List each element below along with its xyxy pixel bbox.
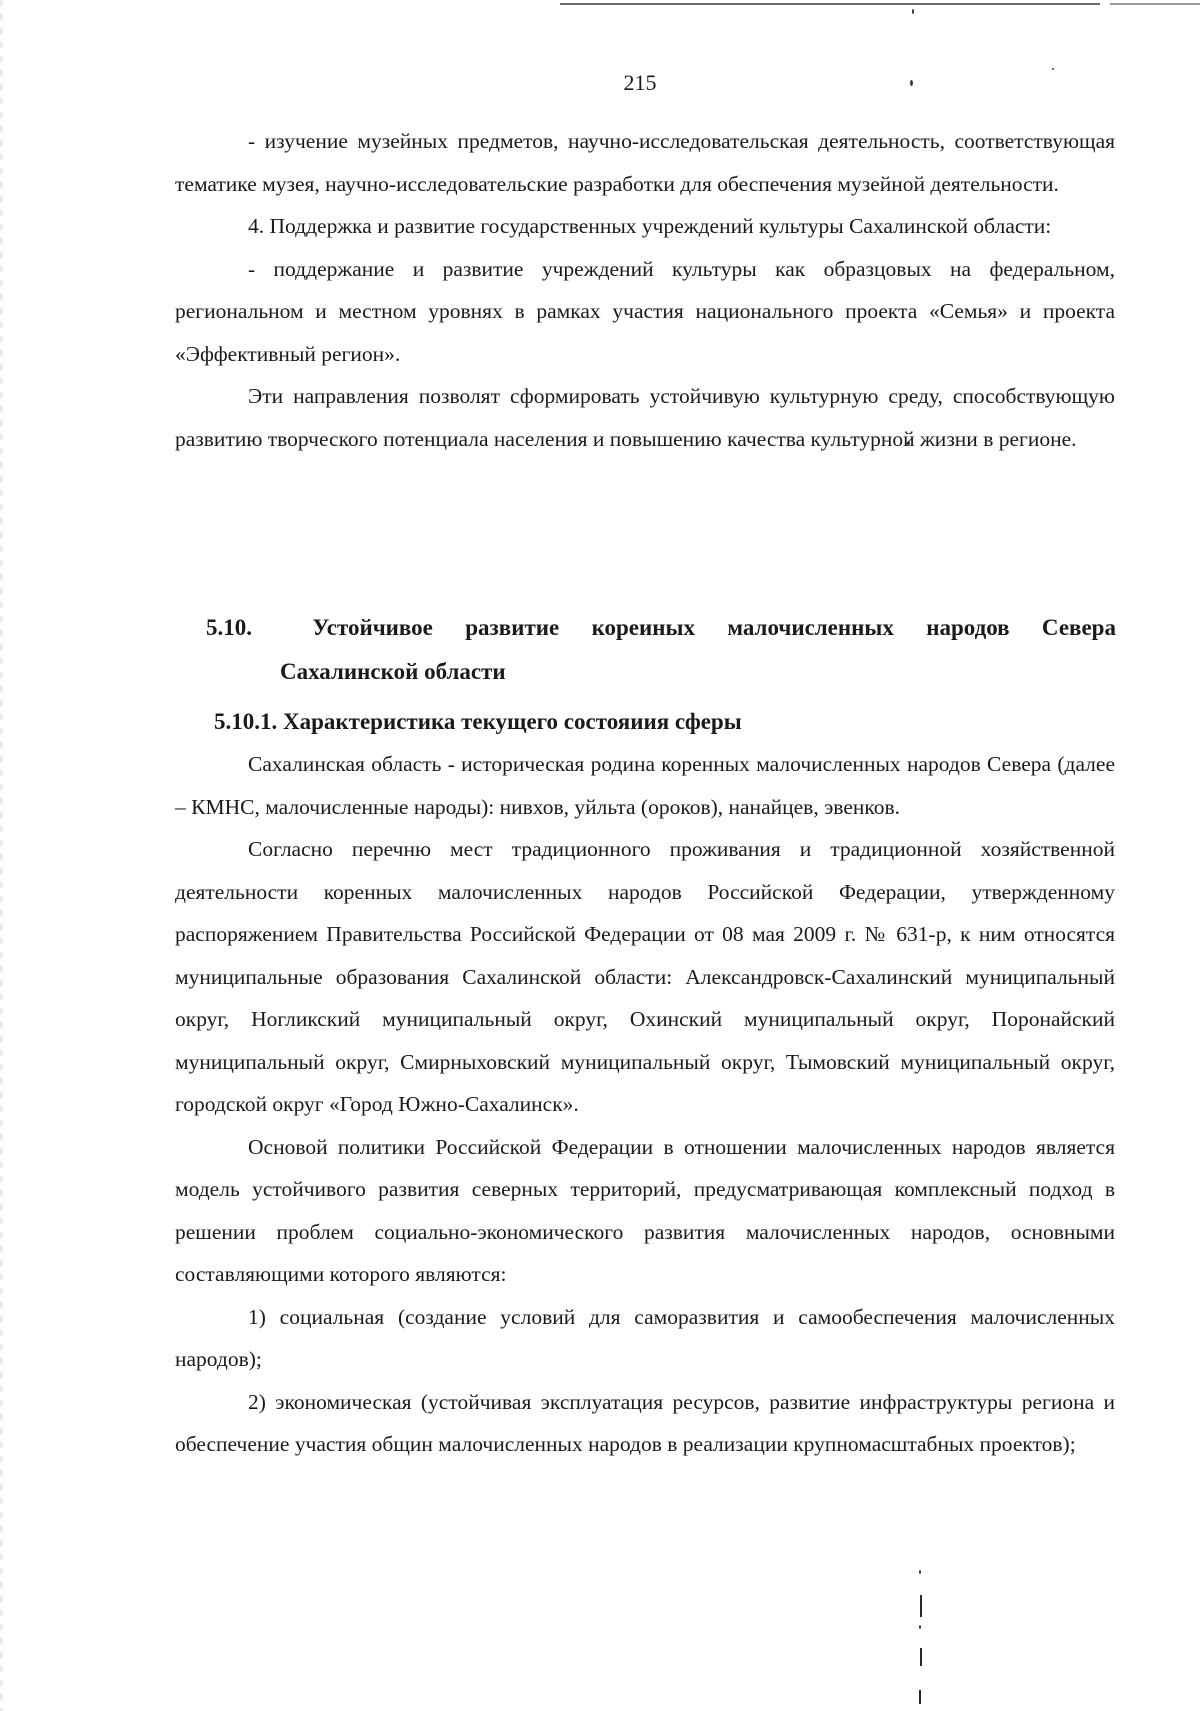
scan-speck bbox=[919, 1625, 921, 1629]
paragraph-historical-homeland: Сахалинская область - историческая родина коренных малочисленных народов Севера (далее – КМНС, малочисленные народы): нивхов, уйльта (ороков), нанайцев, эвенков. bbox=[175, 752, 1115, 819]
paragraph-support-institutions: - поддержание и развитие учреждений культуры как образцовых на федеральном, региональном и местном уровнях в рамках участия национального проекта «Семья» и проекта «Эффективный регион». bbox=[175, 256, 1115, 366]
scan-artifact-mark bbox=[919, 1690, 921, 1704]
section-heading-line2: Сахалинской области bbox=[280, 659, 506, 684]
scan-artifact-line bbox=[1110, 3, 1200, 5]
heading-word: кореиных bbox=[591, 615, 695, 640]
scan-speck bbox=[912, 9, 914, 14]
scan-artifact-mark bbox=[920, 1648, 922, 1666]
section-heading-line1 bbox=[206, 606, 1116, 650]
heading-word: Севера bbox=[1041, 615, 1116, 640]
paragraph-economic-component: 2) экономическая (устойчивая эксплуатация ресурсов, развитие инфраструктуры региона и обеспечение участия общин малочисленных народов в реализации крупномасштабных проектов); bbox=[175, 1389, 1115, 1456]
scan-artifact-line bbox=[560, 3, 1100, 5]
page-number: 215 bbox=[623, 70, 657, 95]
top-body-text bbox=[175, 120, 1115, 460]
scan-artifact-mark bbox=[920, 1595, 922, 1617]
heading-word: малочисленных bbox=[727, 615, 894, 640]
paragraph-municipal-list: Согласно перечню мест традиционного проживания и традиционной хозяйственной деятельности коренных малочисленных народов Российской Федерации, утвержденному распоряжением Правительства Российской Федерации от 08 мая 2009 г. № 631-р, к ним относятся муниципальные образования Сахалинской области: Александровск-Сахалинский муниципальный округ, Ногликский муниципальный округ, Охинский муниципальный округ, Поронайский муниципальный округ, Смирныховский муниципальный округ, Тымовский муниципальный округ, городской округ «Город Южно-Сахалинск». bbox=[175, 837, 1115, 1116]
section-number: 5.10. bbox=[206, 615, 252, 640]
paragraph-museum-research: - изучение музейных предметов, научно-исследовательская деятельность, соответствующая тематике музея, научно-исследовательские разработки для обеспечения музейной деятельности. bbox=[175, 129, 1115, 196]
paragraph-item-4: 4. Поддержка и развитие государственных учреждений культуры Сахалинской области: bbox=[248, 214, 1052, 238]
paragraph-cultural-environment: Эти направления позволят сформировать устойчивую культурную среду, способствующую развитию творческого потенциала населения и повышению качества культурной жизни в регионе. bbox=[175, 384, 1115, 451]
scan-speck bbox=[919, 1570, 921, 1574]
subsection-heading: 5.10.1. Характеристика текущего состояиия сферы bbox=[214, 709, 742, 734]
heading-word: Устойчивое bbox=[312, 615, 433, 640]
paragraph-social-component: 1) социальная (создание условий для саморазвития и самообеспечения малочисленных народов); bbox=[175, 1304, 1115, 1371]
scan-artifact-edge bbox=[0, 0, 3, 1711]
heading-word: народов bbox=[926, 615, 1010, 640]
section-heading bbox=[206, 606, 1116, 694]
heading-word: развитие bbox=[465, 615, 560, 640]
paragraph-policy-basis: Основой политики Российской Федерации в отношении малочисленных народов является модель устойчивого развития северных территорий, предусматривающая комплексный подход в решении проблем социально-экономического развития малочисленных народов, основными составляющими которого являются: bbox=[175, 1134, 1115, 1286]
bottom-body-text bbox=[175, 743, 1115, 1466]
